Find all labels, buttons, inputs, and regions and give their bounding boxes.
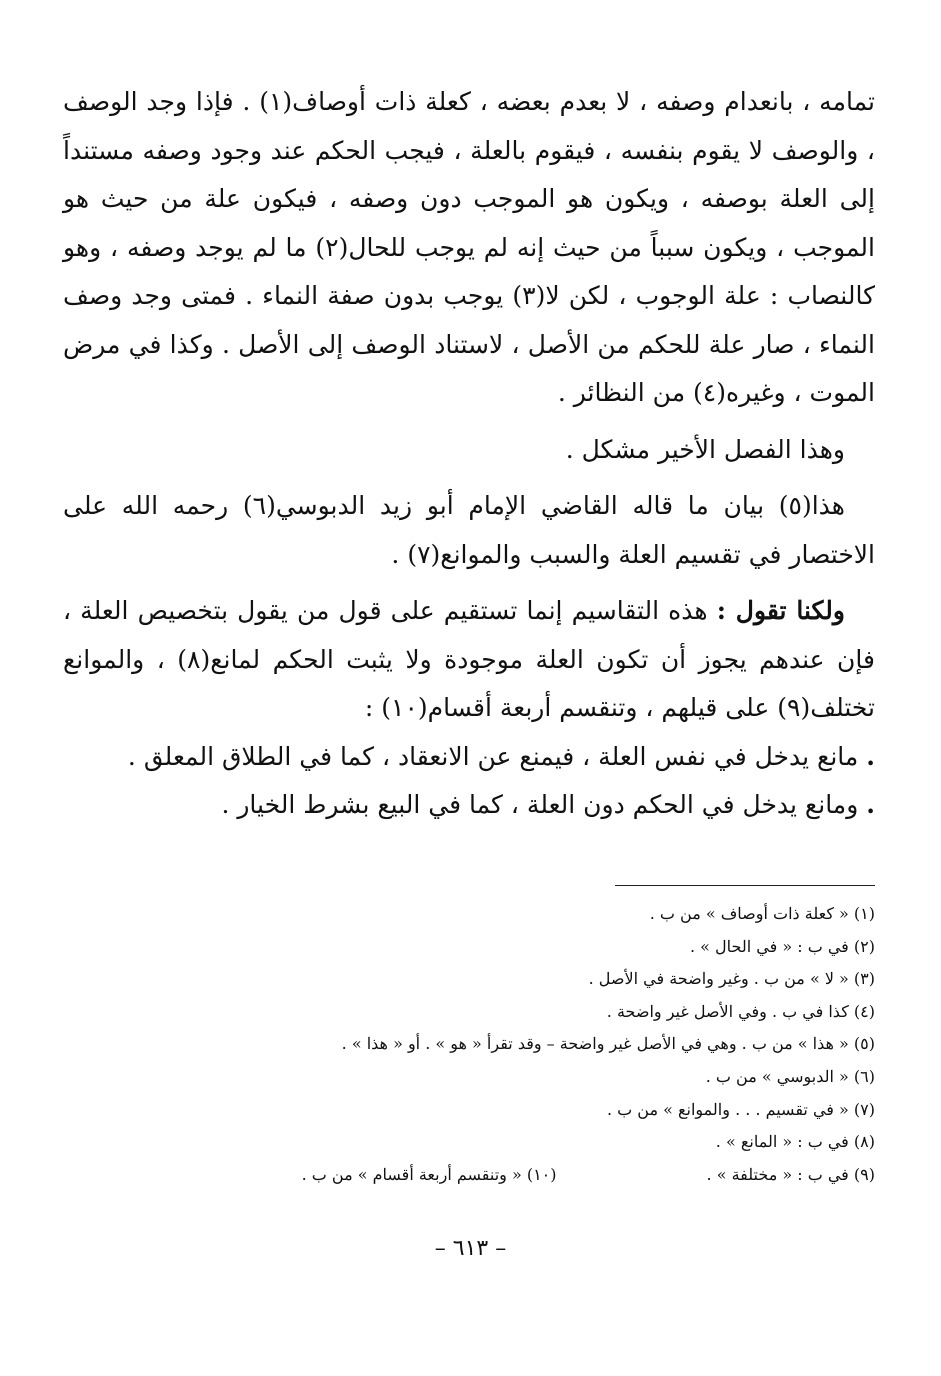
footnote-4: (٤) كذا في ب . وفي الأصل غير واضحة . [606, 1001, 875, 1021]
paragraph-2: وهذا الفصل الأخير مشكل . [565, 434, 845, 464]
bullet-text: ومانع يدخل في الحكم دون العلة ، كما في البيع بشرط الخيار . [221, 790, 859, 819]
footnote-9: (٩) في ب : « مختلفة » . [706, 1164, 875, 1184]
footnote-7: (٧) « في تقسيم . . . والموانع » من ب . [606, 1099, 875, 1119]
footnote-separator [615, 885, 875, 886]
bullet-item-1 [63, 733, 875, 782]
footnote-row-9-10 [63, 1159, 875, 1192]
paragraph-3: هذا(٥) بيان ما قاله القاضي الإمام أبو زيد الدبوسي(٦) رحمه الله على الاختصار في تقسيم العلة والسبب والموانع(٧) . [63, 491, 875, 569]
footnote-3: (٣) « لا » من ب . وغير واضحة في الأصل . [588, 969, 875, 989]
footnote-1: (١) « كعلة ذات أوصاف » من ب . [649, 904, 875, 923]
paragraph-4 [63, 587, 875, 733]
paragraph-4-rest: هذه التقاسيم إنما تستقيم على قول من يقول بتخصيص العلة ، فإن عندهم يجوز أن تكون العلة موجودة ولا يثبت الحكم لمانع(٨) ، والموانع تختلف(٩) على قيلهم ، وتنقسم أربعة أقسام(١٠) : [63, 596, 875, 722]
footnote-6: (٦) « الدبوسي » من ب . [705, 1066, 875, 1086]
page-body [63, 78, 875, 830]
footnote-5: (٥) « هذا » من ب . وهي في الأصل غير واضحة – وقد تقرأ « هو » . أو « هذا » . [341, 1034, 875, 1054]
footnote-2: (٢) في ب : « في الحال » . [689, 936, 875, 956]
paragraph-1: تمامه ، بانعدام وصفه ، لا بعدم بعضه ، كعلة ذات أوصاف(١) . فإذا وجد الوصف ، والوصف لا يقوم بنفسه ، فيقوم بالعلة ، فيجب الحكم عند وجود وصفه مستنداً إلى العلة بوصفه ، ويكون هو الموجب دون وصفه ، فيكون علة من حيث هو الموجب ، ويكون سبباً من حيث إنه لم يوجب للحال(٢) ما لم يوجد وصفه ، وهو كالنصاب : علة الوجوب ، لكن لا(٣) يوجب بدون صفة النماء . فمتى وجد وصف النماء ، صار علة للحكم من الأصل ، لاستناد الوصف إلى الأصل . وكذا في مرض الموت ، وغيره(٤) من النظائر . [63, 87, 875, 407]
bullet-text: مانع يدخل في نفس العلة ، فيمنع عن الانعقاد ، كما في الطلاق المعلق . [127, 741, 859, 771]
paragraph-4-lead: ولكنا تقول : [716, 596, 845, 625]
page-number: – ٦١٣ – [434, 1236, 507, 1261]
bullet-marker: . [866, 790, 875, 819]
bullet-marker: . [866, 741, 875, 771]
footnote-10: (١٠) « وتنقسم أربعة أقسام » من ب . [301, 1164, 557, 1184]
footnotes [63, 898, 875, 1191]
main-text [63, 78, 875, 830]
footnote-8: (٨) في ب : « المانع » . [715, 1132, 875, 1152]
bullet-item-2 [63, 781, 875, 830]
